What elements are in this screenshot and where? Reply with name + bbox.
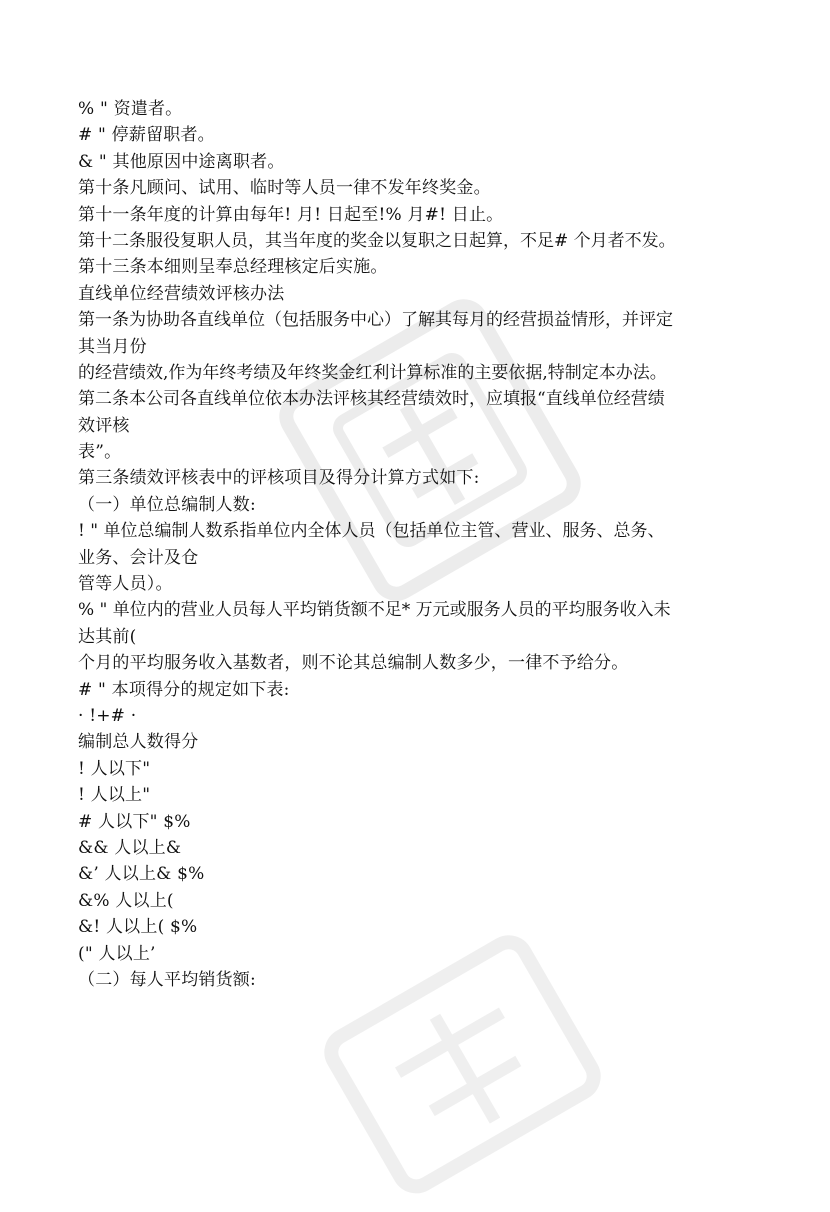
text-line: 达其前( (78, 626, 137, 647)
text-line: · !+# · (78, 705, 137, 726)
text-line: 的经营绩效,作为年终考绩及年终奖金红利计算标准的主要依据,特制定本办法。 (78, 362, 667, 383)
text-line: % " 资遣者。 (78, 99, 183, 119)
text-line: ! 人以下" (78, 758, 151, 779)
text-line: 第十条凡顾问、试用、临时等人员一律不发年终奖金。 (78, 178, 491, 199)
text-line: 第十一条年度的计算由每年! 月! 日起至!% 月#! 日止。 (78, 204, 504, 225)
text-line: 编制总人数得分 (78, 732, 199, 753)
text-line: # 人以下" $% (78, 811, 191, 832)
text-line: (" 人以上’ (78, 943, 156, 964)
text-line: 第一条为协助各直线单位（包括服务中心）了解其每月的经营损益情形，并评定 (78, 310, 673, 331)
text-line: 其当月份 (78, 336, 147, 357)
text-line: 管等人员）。 (78, 574, 173, 595)
text-line: &! 人以上( $% (78, 917, 198, 938)
document-body (78, 96, 768, 993)
text-line: 表”。 (78, 442, 122, 463)
text-line: &’ 人以上& $% (78, 864, 205, 885)
text-line: # " 本项得分的规定如下表: (78, 679, 290, 700)
text-line: ! " 单位总编制人数系指单位内全体人员（包括单位主管、营业、服务、总务、 (78, 521, 665, 542)
text-line: （二）每人平均销货额: (78, 969, 256, 990)
text-line: 第十三条本细则呈奉总经理核定后实施。 (78, 257, 388, 278)
text-line: &% 人以上( (78, 890, 174, 911)
text-line: % " 单位内的营业人员每人平均销货额不足* 万元或服务人员的平均服务收入未 (78, 600, 671, 621)
text-line: ! 人以上" (78, 785, 151, 806)
text-line: 第三条绩效评核表中的评核项目及得分计算方式如下: (78, 468, 480, 489)
section-heading: 直线单位经营绩效评核办法 (78, 283, 285, 304)
text-line: 效评核 (78, 415, 130, 436)
text-line: 业务、会计及仓 (78, 547, 199, 568)
text-line: 个月的平均服务收入基数者，则不论其总编制人数多少，一律不予给分。 (78, 653, 629, 674)
text-line: 第二条本公司各直线单位依本办法评核其经营绩效时，应填报“直线单位经营绩 (78, 389, 665, 410)
text-line: && 人以上& (78, 837, 182, 858)
text-line: （一）单位总编制人数: (78, 494, 256, 515)
text-line: & " 其他原因中途离职者。 (78, 151, 285, 172)
text-line: # " 停薪留职者。 (78, 125, 215, 146)
text-line: 第十二条服役复职人员，其当年度的奖金以复职之日起算，不足# 个月者不发。 (78, 230, 676, 251)
